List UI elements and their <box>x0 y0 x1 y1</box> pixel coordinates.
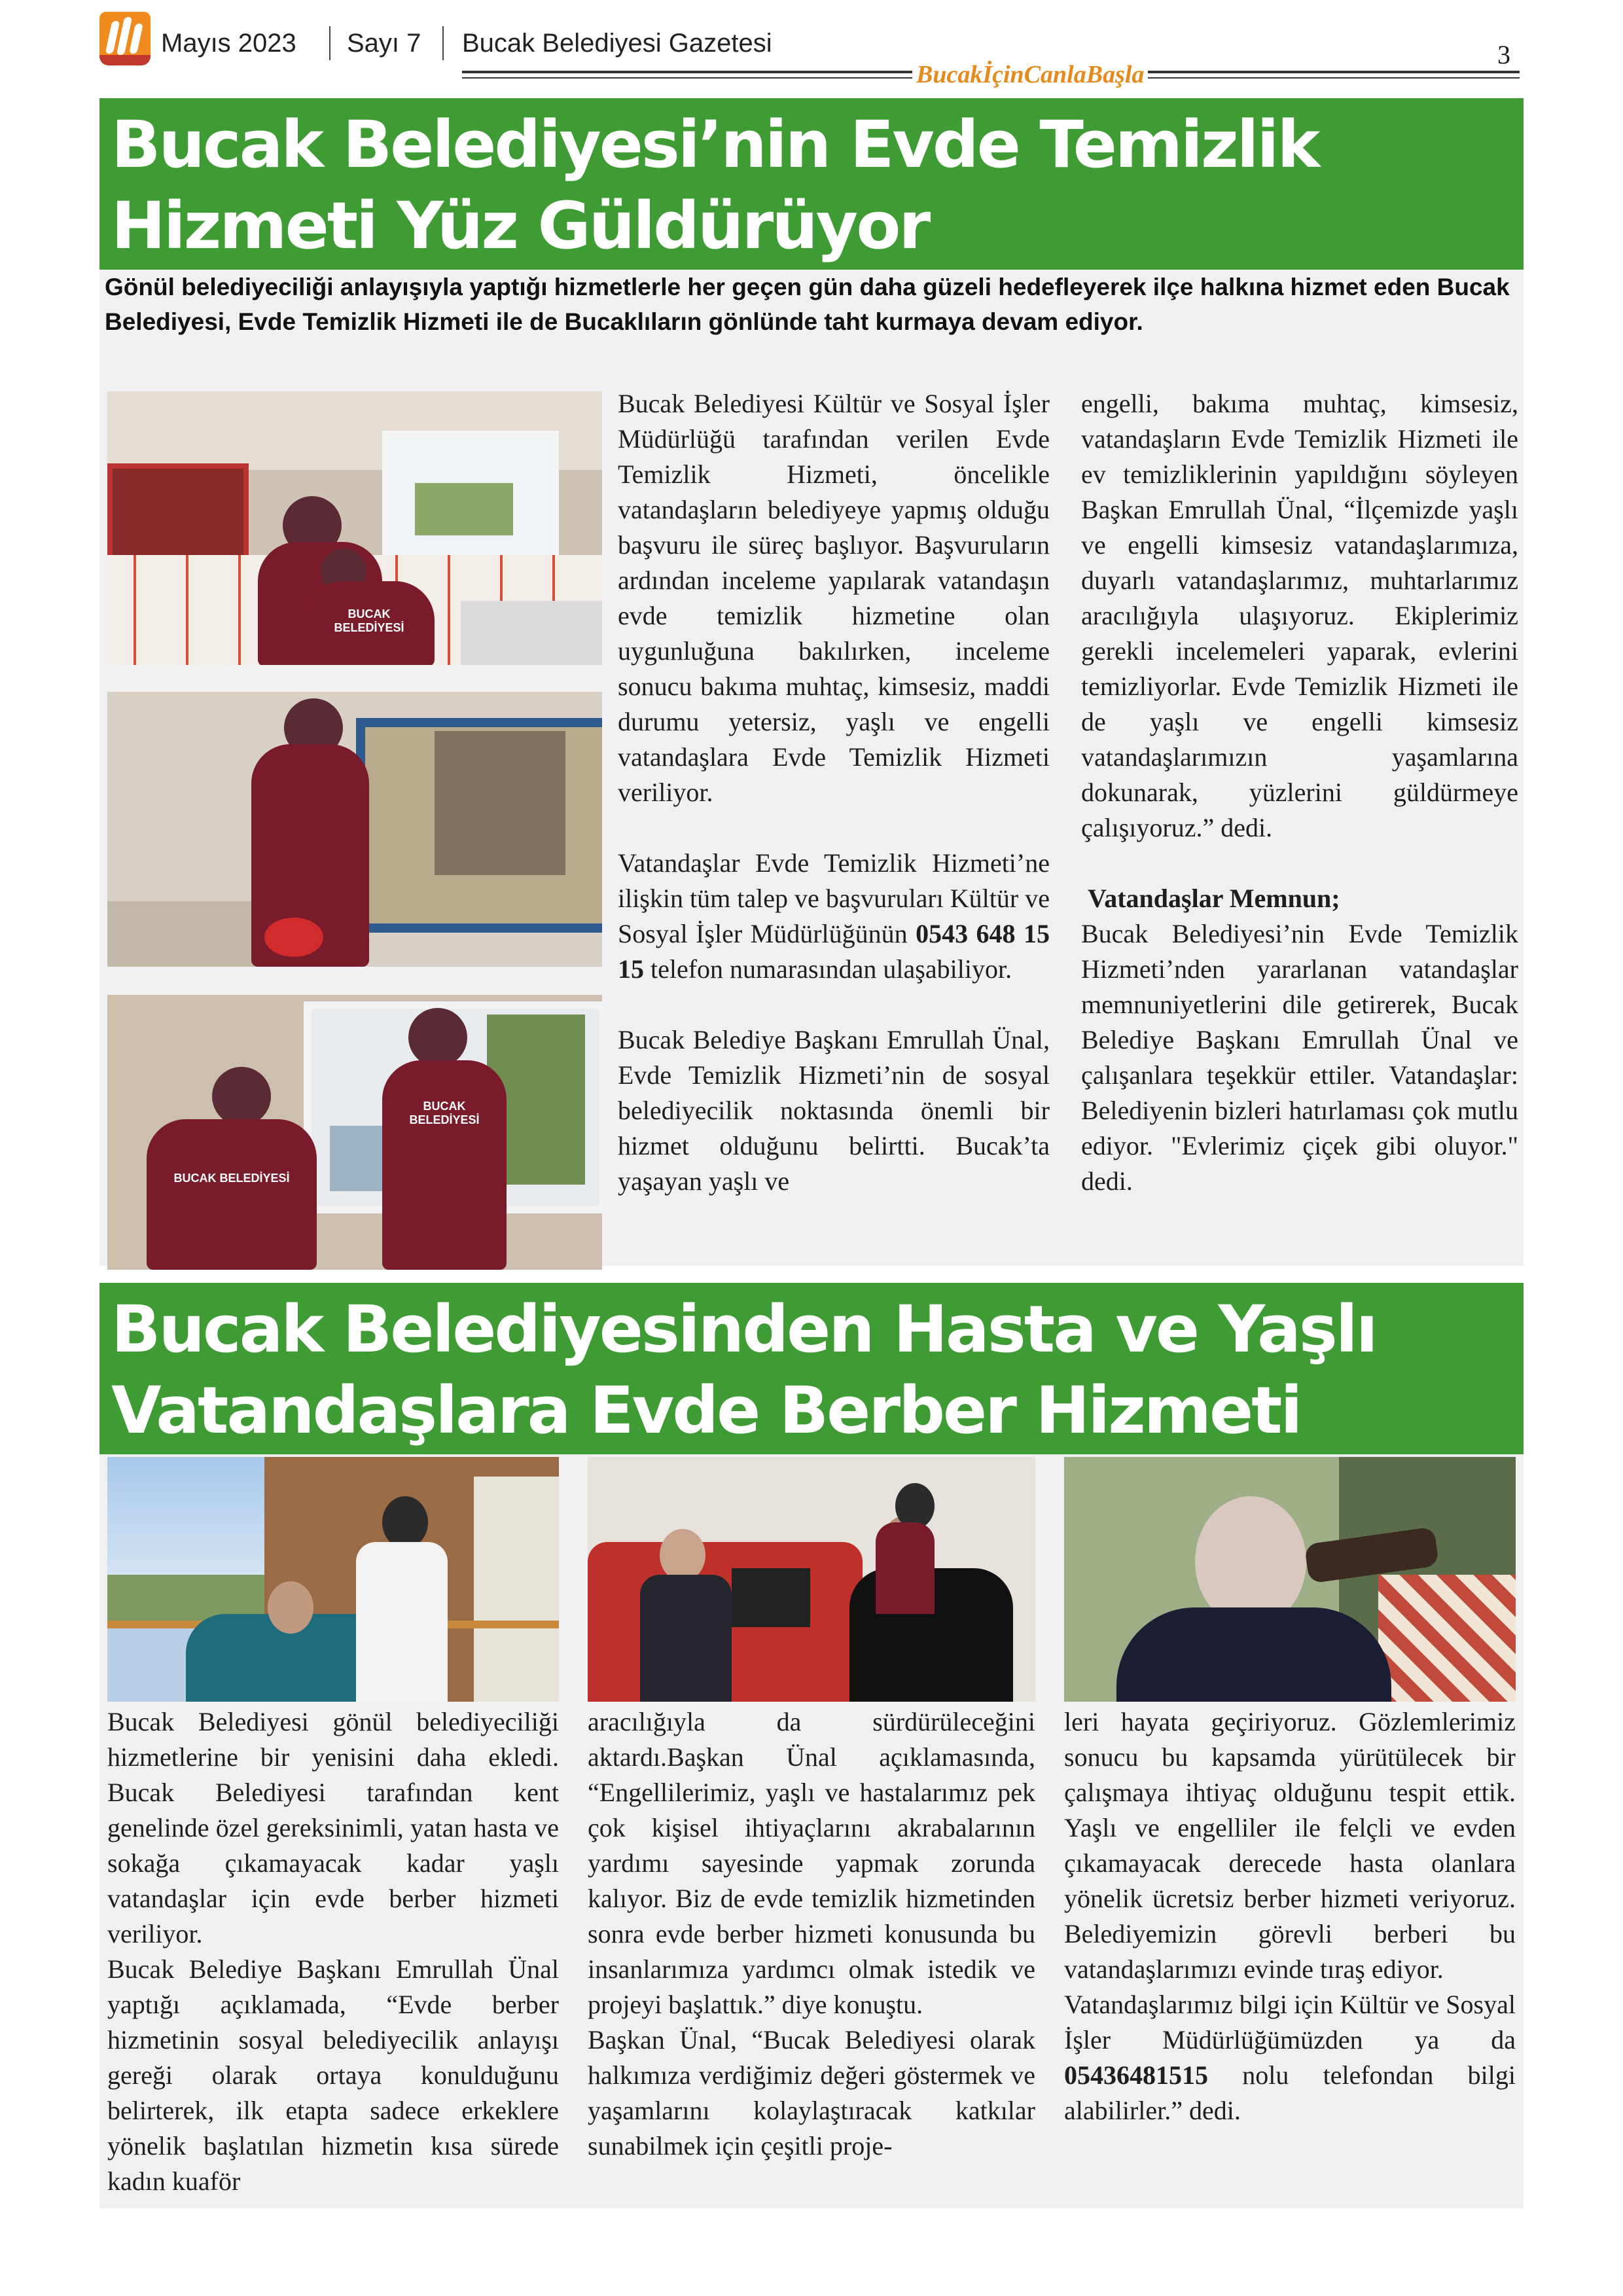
article-title-line: Hizmeti Yüz Güldürüyor <box>111 188 929 264</box>
phone-number: 0543 648 15 15 <box>618 919 1050 984</box>
publication-name: Bucak Belediyesi Gazetesi <box>462 29 772 58</box>
header-divider <box>442 26 444 60</box>
slogan: BucakİçinCanlaBaşla <box>912 60 1148 89</box>
page-number: 3 <box>1497 40 1510 69</box>
paragraph: Başkan Ünal, “Bucak Belediyesi olarak halkımıza verdiğimiz değeri göstermek ve yaşamlarını kolaylaştıracak katkılar sunabilmek için çeşitli proje- <box>588 2025 1035 2161</box>
photo-kitchen-cleaning <box>107 391 602 665</box>
photo-mayor-visit <box>588 1457 1035 1702</box>
photo-window-cleaning <box>107 692 602 967</box>
photo-window-cleaning-two <box>107 995 602 1270</box>
article-column <box>618 386 1050 1199</box>
municipality-logo <box>99 12 151 65</box>
paragraph: Vatandaşlar Evde Temizlik Hizmeti’ne ilişkin tüm talep ve başvuruları Kültür ve Sosyal İşler Müdürlüğünün 0543 648 15 15 telefon numarasından ulaşabiliyor. <box>618 848 1050 984</box>
phone-number: 05436481515 <box>1064 2060 1208 2090</box>
paragraph: aracılığıyla da sürdürüleceğini aktardı.Başkan Ünal açıklamasında, “Engellilerimiz, yaşlı ve hastalarımız pek çok kişisel ihtiyaçlarını akrabalarının yardımı sayesinde yapmak zorunda kalıyor. Biz de evde temizlik hizmetinden sonra evde berber hizmeti konusunda bu insanlarımıza yardımcı olmak istedik ve projeyi başlattık.” diye konuştu. <box>588 1707 1035 2019</box>
paragraph: Vatandaşlarımız bilgi için Kültür ve Sosyal İşler Müdürlüğümüzden ya da 05436481515 nolu telefondan bilgi alabilirler.” dedi. <box>1064 1990 1516 2125</box>
paragraph: Bucak Belediyesi Kültür ve Sosyal İşler Müdürlüğü tarafından verilen Evde Temizlik Hizmeti, öncelikle vatandaşların belediyeye yapmış olduğu başvuru ile süreç başlıyor. Başvuruların ardından inceleme yapılarak vatandaşın evde temizlik hizmetine olan uygunluğuna bakılırken, inceleme sonucu bakıma muhtaç, kimsesiz, maddi durumu yetersiz, yaşlı ve engelli vatandaşlara Evde Temizlik Hizmeti veriliyor. <box>618 389 1050 807</box>
shirt-print: BUCAK BELEDİYESİ <box>409 1100 480 1126</box>
shirt-print: BUCAK BELEDİYESİ <box>334 607 404 634</box>
photo-balcony-barber <box>107 1457 559 1702</box>
paragraph: Bucak Belediye Başkanı Emrullah Ünal yaptığı açıklamada, “Evde berber hizmetinin sosyal belediyecilik anlayışı gereği olarak ortaya konulduğunu belirterek, ilk etapta sadece erkeklere yönelik başlatılan hizmetin kısa sürede kadın kuaför <box>107 1954 559 2196</box>
shirt-print: BUCAK BELEDİYESİ <box>173 1172 290 1185</box>
issue-date: Mayıs 2023 <box>161 29 296 58</box>
article-lead: Gönül belediyeciliği anlayışıyla yaptığı hizmetlerle her geçen gün daha güzeli hedefleyerek ilçe halkına hizmet eden Bucak Belediyesi, Evde Temizlik Hizmeti ile de Bucaklıların gönlünde taht kurmaya devam ediyor. <box>105 274 1510 335</box>
article-column <box>1064 1704 1516 2128</box>
article-column <box>1081 386 1518 1199</box>
article-column <box>107 1704 559 2199</box>
paragraph: Bucak Belediyesi gönül belediyeciliği hizmetlerine bir yenisini daha ekledi. Bucak Belediyesi tarafından kent genelinde özel gereksinimli, yatan hasta ve sokağa çıkamayacak kadar yaşlı vatandaşlar için evde berber hizmeti veriliyor. <box>107 1707 559 1948</box>
article-title-line: Bucak Belediyesinden Hasta ve Yaşlı <box>111 1292 1376 1367</box>
article-column <box>588 1704 1035 2164</box>
header-divider <box>329 26 330 60</box>
paragraph: Bucak Belediye Başkanı Emrullah Ünal, Evde Temizlik Hizmeti’nin de sosyal belediyecilik noktasında önemli bir hizmet olduğunu belirtti. Bucak’ta yaşayan yaşlı ve <box>618 1025 1050 1196</box>
subheading: Vatandaşlar Memnun; <box>1088 884 1340 913</box>
article-title-line: Vatandaşlara Evde Berber Hizmeti <box>111 1373 1301 1448</box>
paragraph: engelli, bakıma muhtaç, kimsesiz, vatandaşların Evde Temizlik Hizmeti ile ev temizliklerinin yapıldığını söyleyen Başkan Emrullah Ünal, “İlçemizde yaşlı ve engelli kimsesiz vatandaşlarımıza, duyarlı vatandaşlarımız, muhtarlarımız aracılığıyla ulaşıyoruz. Ekiplerimiz gerekli incelemeleri yaparak, evlerini temizliyorlar. Evde Temizlik Hizmeti ile de yaşlı ve engelli kimsesiz vatandaşlarımızın yaşamlarına dokunarak, yüzlerini güldürmeye çalışıyoruz.” dedi. <box>1081 389 1518 842</box>
photo-haircut-closeup <box>1064 1457 1516 1702</box>
article-title <box>99 1283 1524 1454</box>
article-title-line: Bucak Belediyesi’nin Evde Temizlik <box>111 107 1319 183</box>
paragraph: Bucak Belediyesi’nin Evde Temizlik Hizmeti’nden yararlanan vatandaşlar memnuniyetlerini dile getirerek, Bucak Belediye Başkanı Emrullah Ünal ve çalışanlara teşekkür ettiler. Vatandaşlar: Belediyenin bizleri hatırlaması çok mutlu ediyor. "Evlerimiz çiçek gibi oluyor." dedi. <box>1081 919 1518 1196</box>
paragraph: leri hayata geçiriyoruz. Gözlemlerimiz sonucu bu kapsamda yürütülecek bir çalışmaya ihtiyaç olduğunu tespit ettik. Yaşlı ve engelliler ile felçli ve evden çıkamayacak derecede hasta olanlara yönelik ücretsiz berber hizmeti veriyoruz. Belediyemizin görevli berberi bu vatandaşlarımızı evinde tıraş ediyor. <box>1064 1707 1516 1984</box>
issue-number: Sayı 7 <box>347 29 421 58</box>
article-title <box>99 98 1524 270</box>
